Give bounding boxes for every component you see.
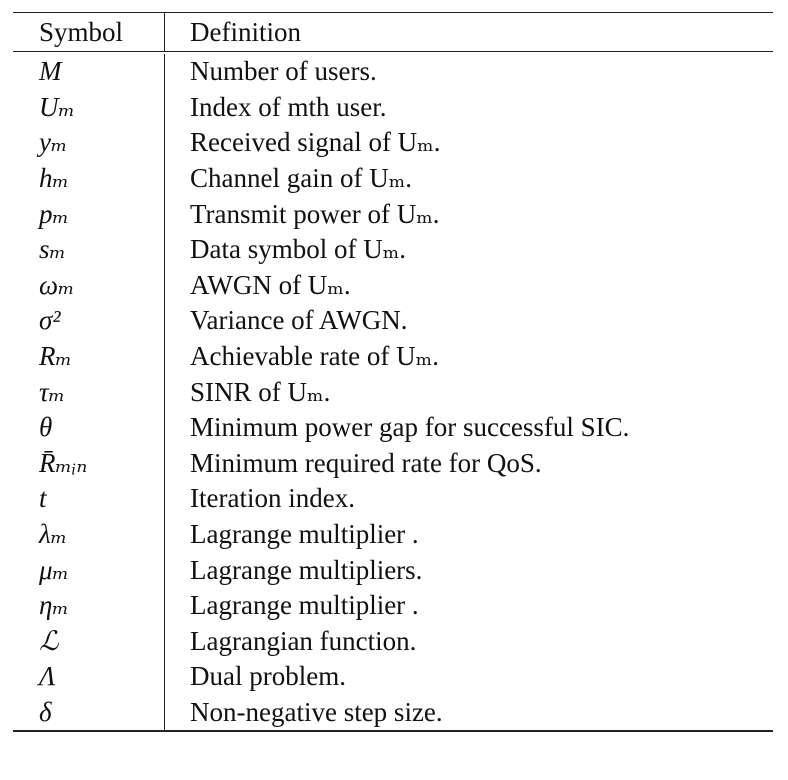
table-body (13, 52, 773, 730)
symbol-cell: Uₘ (13, 90, 165, 126)
symbol-cell: yₘ (13, 125, 165, 161)
definition-cell: Channel gain of Uₘ. (190, 163, 413, 194)
table-row (13, 517, 773, 553)
symbol-cell: hₘ (13, 161, 165, 197)
table-row (13, 374, 773, 410)
symbol-cell: sₘ (13, 232, 165, 268)
symbol-cell: Λ (13, 659, 165, 695)
definition-cell: Index of mth user. (190, 91, 387, 122)
definition-cell: Achievable rate of Uₘ. (190, 341, 439, 372)
definition-cell: Non-negative step size. (190, 696, 443, 727)
definition-cell: Lagrange multiplier . (190, 519, 419, 550)
definition-cell: Minimum required rate for QoS. (190, 447, 542, 478)
definition-cell: Dual problem. (190, 661, 346, 692)
table-row (13, 695, 773, 731)
symbol-cell: ηₘ (13, 588, 165, 624)
symbol-table (13, 12, 773, 732)
definition-cell: Number of users. (190, 56, 377, 87)
symbol-cell: τₘ (13, 374, 165, 410)
table-row (13, 339, 773, 375)
table-row (13, 232, 773, 268)
symbol-cell: R̄ₘᵢₙ (13, 446, 165, 482)
symbol-cell: Rₘ (13, 339, 165, 375)
symbol-cell: θ (13, 410, 165, 446)
definition-cell: AWGN of Uₘ. (190, 269, 351, 300)
symbol-cell: μₘ (13, 552, 165, 588)
table-row (13, 659, 773, 695)
symbol-cell: λₘ (13, 517, 165, 553)
table-row (13, 303, 773, 339)
table-row (13, 624, 773, 660)
table-row (13, 588, 773, 624)
definition-cell: Minimum power gap for successful SIC. (190, 412, 630, 443)
table-row (13, 481, 773, 517)
symbol-cell: δ (13, 695, 165, 731)
symbol-cell: M (13, 54, 165, 90)
definition-cell: Lagrange multipliers. (190, 554, 423, 585)
definition-cell: Lagrange multiplier . (190, 590, 419, 621)
table-header (13, 13, 773, 52)
symbol-cell: t (13, 481, 165, 517)
definition-cell: Received signal of Uₘ. (190, 127, 441, 158)
symbol-cell: pₘ (13, 196, 165, 232)
table-row (13, 446, 773, 482)
table-row (13, 552, 773, 588)
table-row (13, 196, 773, 232)
table-row (13, 90, 773, 126)
table-row (13, 54, 773, 90)
definition-cell: Iteration index. (190, 483, 355, 514)
definition-cell: Data symbol of Uₘ. (190, 234, 407, 265)
table-row (13, 125, 773, 161)
table-row (13, 161, 773, 197)
symbol-cell: ℒ (13, 624, 165, 660)
definition-cell: Variance of AWGN. (190, 305, 408, 336)
definition-cell: Lagrangian function. (190, 625, 417, 656)
definition-cell: SINR of Uₘ. (190, 376, 331, 407)
header-definition: Definition (190, 16, 301, 47)
symbol-cell: ωₘ (13, 268, 165, 304)
table-row (13, 268, 773, 304)
symbol-cell: σ² (13, 303, 165, 339)
table-row (13, 410, 773, 446)
header-symbol: Symbol (13, 13, 165, 51)
definition-cell: Transmit power of Uₘ. (190, 198, 440, 229)
